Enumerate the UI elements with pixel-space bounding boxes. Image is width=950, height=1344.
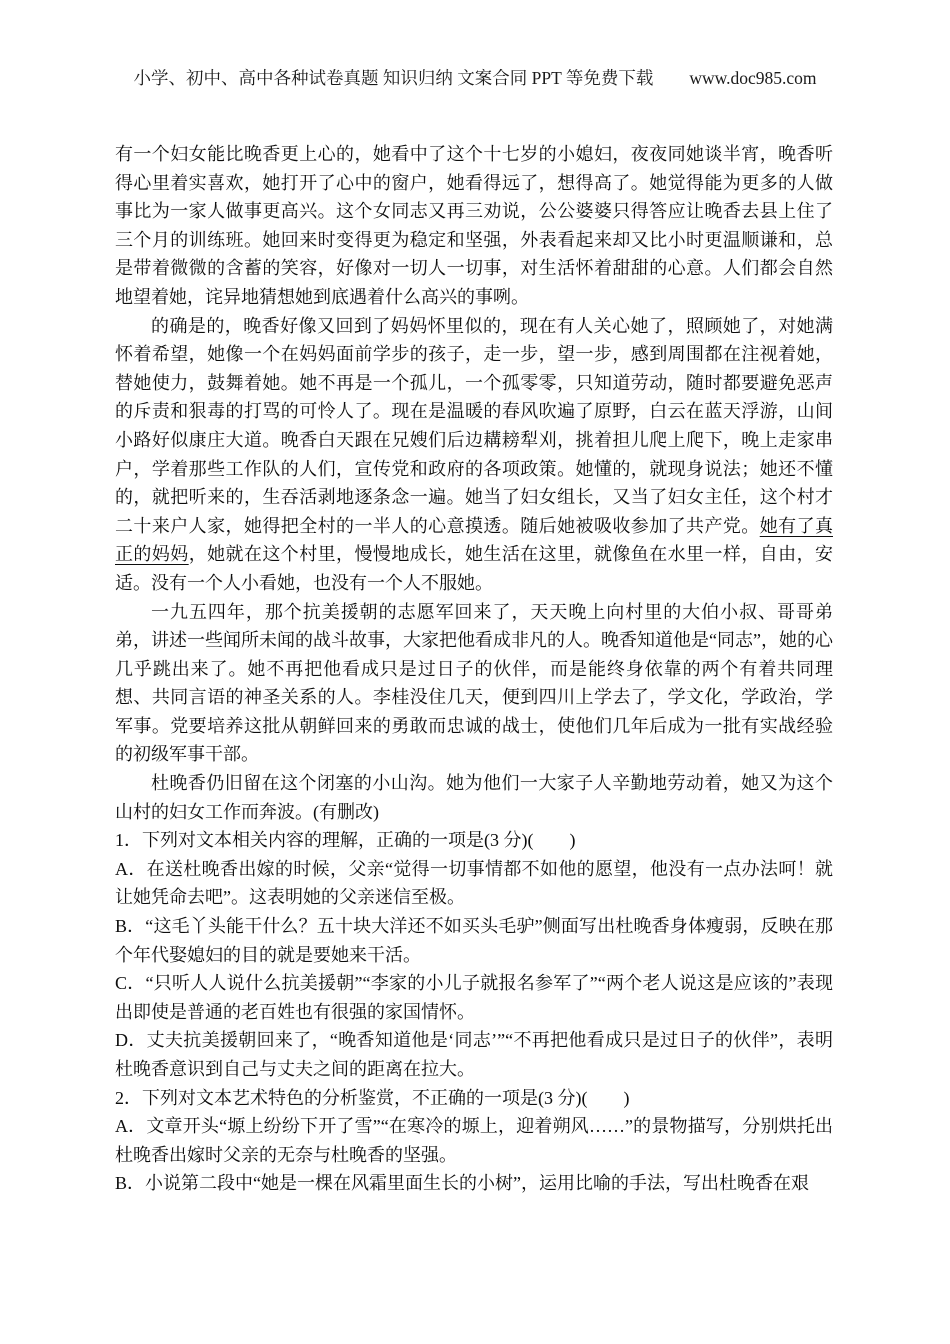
story-paragraph-3-text: 一九五四年，那个抗美援朝的志愿军回来了，天天晚上向村里的大伯小叔、哥哥弟弟，讲述一些闻所未闻的战斗故事，大家把他看成非凡的人。晚香知道他是“同志”，她的心几乎跳出来了。她不再把他看成只是过日子的伙伴，而是能终身依靠的两个有着共同理想、共同言语的神圣关系的人。李桂没住几天，便到四川上学去了，学文化，学政治，学军事。党要培养这批从朝鲜回来的勇敢而忠诚的战士，使他们几年后成为一批有实战经验的初级军事干部。	[115, 601, 833, 765]
question-1-option-b: B．“这毛丫头能干什么？五十块大洋还不如买头毛驴”侧面写出杜晚香身体瘦弱，反映在那个年代娶媳妇的目的就是要她来干活。	[115, 916, 833, 965]
story-paragraph-2-text-pre: 的确是的，晚香好像又回到了妈妈怀里似的，现在有人关心她了，照顾她了，对她满怀着希望，她像一个在妈妈面前学步的孩子，走一步，望一步，感到周围都在注视着她，替她使力，鼓舞着她。她不再是一个孤儿，一个孤零零，只知道劳动，随时都要避免恶声的斥责和狠毒的打骂的可怜人了。现在是温暖的春风吹遍了原野，白云在蓝天浮游，山间小路好似康庄大道。晚香白天跟在兄嫂们后边耩耪犁刈，挑着担儿爬上爬下，晚上走家串户，学着那些工作队的人们，宣传党和政府的各项政策。她懂的，就现身说法；她还不懂的，就把听来的，生吞活剥地逐条念一遍。她当了妇女组长，又当了妇女主任，这个村才二十来户人家，她得把全村的一半人的心意摸透。随后她被吸收参加了共产党。	[115, 315, 833, 536]
document-body	[115, 140, 833, 1198]
question-2	[115, 1084, 833, 1198]
site-promo-header	[0, 66, 950, 90]
story-edit-note: (有删改)	[313, 801, 379, 822]
question-2-stem: 2．下列对文本艺术特色的分析鉴赏，不正确的一项是(3 分)( )	[115, 1087, 630, 1108]
question-1-option-c: C．“只听人人说什么抗美援朝”“李家的小儿子就报名参军了”“两个老人说这是应该的”表现出即使是普通的老百姓也有很强的家国情怀。	[115, 973, 834, 1022]
story-paragraph-1-text: 有一个妇女能比晚香更上心的，她看中了这个十七岁的小媳妇，夜夜同她谈半宵，晚香听得心里着实喜欢，她打开了心中的窗户，她看得远了，想得高了。她觉得能为更多的人做事比为一家人做事更高兴。这个女同志又再三劝说，公公婆婆只得答应让晚香去县上住了三个月的训练班。她回来时变得更为稳定和坚强，外表看起来却又比小时更温顺谦和，总是带着微微的含蓄的笑容，好像对一切人一切事，对生活怀着甜甜的心意。人们都会自然地望着她，诧异地猜想她到底遇着什么高兴的事咧。	[115, 144, 833, 307]
question-2-option-b: B．小说第二段中“她是一棵在风霜里面生长的小树”，运用比喻的手法，写出杜晚香在艰	[115, 1173, 809, 1194]
question-2-option-a: A．文章开头“塬上纷纷下开了雪”“在寒冷的塬上，迎着朔风……”的景物描写，分别烘托出杜晚香出嫁时父亲的无奈与杜晚香的坚强。	[115, 1116, 833, 1165]
question-1-stem: 1．下列对文本相关内容的理解，正确的一项是(3 分)( )	[115, 830, 576, 851]
question-1-option-a: A．在送杜晚香出嫁的时候，父亲“觉得一切事情都不如他的愿望，他没有一点办法呵！就让她凭命去吧”。这表明她的父亲迷信至极。	[115, 858, 833, 908]
story-paragraph-2	[115, 312, 833, 598]
site-url: www.doc985.com	[689, 68, 817, 88]
promo-text: 小学、初中、高中各种试卷真题 知识归纳 文案合同 PPT 等免费下载	[133, 68, 654, 88]
question-1	[115, 826, 833, 1083]
story-paragraph-3	[115, 598, 833, 770]
story-paragraph-2-underlined-phrase: 她有了真正的妈妈	[115, 515, 833, 565]
story-paragraph-2-text-post: ，她就在这个村里，慢慢地成长，她生活在这里，就像鱼在水里一样，自由，安适。没有一个人小看她，也没有一个人不服她。	[115, 544, 833, 593]
question-1-option-d: D．丈夫抗美援朝回来了，“晚香知道他是‘同志’”“不再把他看成只是过日子的伙伴”，表明杜晚香意识到自己与丈夫之间的距离在拉大。	[115, 1030, 833, 1079]
story-paragraph-1	[115, 140, 833, 312]
story-paragraph-4	[115, 769, 833, 826]
story-paragraph-4-text: 杜晚香仍旧留在这个闭塞的小山沟。她为他们一大家子人辛勤地劳动着，她又为这个山村的妇女工作而奔波。	[115, 773, 833, 822]
